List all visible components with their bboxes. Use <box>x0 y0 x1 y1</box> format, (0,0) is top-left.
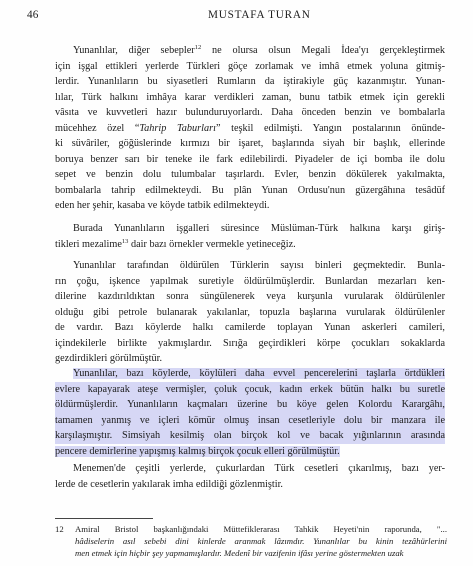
text-line: Burada Yunanlıların işgalleri süresince Müslüman-Türk halkına karşı giriş- <box>73 223 445 234</box>
text-line: Yunanlılar tarafından öldürülen Türklerin sayısı binleri geçmektedir. Bunla- <box>73 260 445 271</box>
text-line: boruya benzer sarı bir teneke ile fark edilebilirdi. Piyadeler de içi bomba ile dolu <box>55 153 445 165</box>
running-title: MUSTAFA TURAN <box>208 9 311 21</box>
text-line: lerdir. Yunanlıların bu siyasetleri Rumların da iştirakiyle güç kazanmıştır. Yunan- <box>55 76 445 87</box>
text-line: rın çoğu, işkence yapılmak suretiyle öldürülmüşlerdir. Bunlardan mezarları ken- <box>55 275 445 287</box>
footnote-line: men etmek için hiçbir şey yapmamışlardır. Medenî bir vazifenin ifâsı yerine göstermekten uzak <box>75 547 404 558</box>
footnote-line: Amiral Bristol başkanlığındaki Müttefiklerarası Tahkik Heyeti'nin raporunda, "... <box>75 524 447 534</box>
paragraph-2 <box>55 221 445 252</box>
highlighted-line: pencere demirlerine yapışmış kalmış birçok çocuk elleri görülmüştür. <box>55 445 340 457</box>
page-number: 46 <box>27 9 39 21</box>
highlighted-line: öldürmüşlerdir. Yunanlıların kaçmaları üzerine bu köye gelen Kolordu Karargâhı, <box>55 397 445 413</box>
text-line: tikleri mezalime$^{13}$ dair bazı örnekler vermekle yetineceğiz. <box>55 237 296 250</box>
highlighted-line: evlere kapayarak ateşe vermişler, çoluk çocuk, kadın erkek bütün halkı bu suretle <box>55 382 445 398</box>
footnote-number: 12 <box>55 524 64 534</box>
footnote-12 <box>55 524 447 559</box>
text-line: Menemen'de çeşitli yerlerde, çukurlardan Türk cesetleri çıkarılmış, bazı yer- <box>73 463 445 474</box>
text-line: lerde de cesetlerin yakılarak imha edildiği gözlenmiştir. <box>55 478 283 490</box>
text-line: gezdirdikleri görülmüştür. <box>55 353 163 364</box>
text-line: lılar, Türk halkını imhâya karar verdikleri zaman, bunu tatbik etmek için gerekli <box>55 91 445 103</box>
footnote-ref-13: 13 <box>121 237 129 245</box>
paragraph-3 <box>55 258 445 367</box>
text-line: eden her şehir, kasaba ve köyde tatbik edilmekteydi. <box>55 200 270 211</box>
text-line: ki süvâriler, göğüslerinde kırmızı bir işaret, başlarında siyah bir başlık, ellerinde <box>55 138 445 149</box>
highlighted-line: Yunanlılar, bazı köylerde, köylüleri daha evvel pencerelerini taşlarla örtdükleri <box>73 368 445 379</box>
paragraph-5 <box>55 461 445 492</box>
text-line: dilerine kazdırıldıktan sonra süngülenerek veya kurşunla vurularak öldürülenler <box>55 291 445 302</box>
text-line: de vardır. Bazı köylerde halkı camilerde toplayan Yunan askerleri camileri, <box>55 322 445 333</box>
highlighted-paragraph[interactable] <box>55 366 445 459</box>
footnote-line: hâdiselerin asıl sebebi dini kinlerde aranmak lâzımdır. Yunanlılar bu kinin tezâhürlerini <box>75 535 447 546</box>
text-line: Yunanlılar, diğer sebepler$^{12}$ ne olursa olsun Megali İdea'yı gerçekleştirmek <box>73 44 445 56</box>
text-line: vâsıta ve kuvvetleri hazır bulunduruyorlardı. Daha önceden benzin ve bombalarla <box>55 107 445 118</box>
highlighted-line: tamamen yanmış ve içleri kömür olmuş insan cesetleriyle dolu bir manzara ile <box>55 413 445 429</box>
text-line: mücehhez özel “Tahrip Taburları” teşkil edilmişti. Yangın postalarının önünde- <box>55 122 445 134</box>
text-line: bombalarla tahrip edilmekteydi. Bu plân Yunan Ordusu'nun güzergâhına tesâdüf <box>55 184 445 196</box>
text-line: sepet ve benzin dolu tulumbalar taşırlardı. Evler, benzin dökülerek yakılmakta, <box>55 169 445 180</box>
italic-term: Tahrip Taburları <box>139 122 216 134</box>
highlighted-line: karşılaşmıştır. Simsiyah kesilmiş olan birçok kol ve bacak yığınlarının arasında <box>55 428 445 444</box>
text-line: içindekilerle birlikte yakmışlardır. Sırığa geçirdikleri körpe çocukları sokaklarda <box>55 337 445 349</box>
text-line: olduğu gibi petrole bulanarak yakılanlar, topuzla başlarına vurularak öldürülenler <box>55 306 445 318</box>
footnote-ref-12: 12 <box>194 44 202 51</box>
page-crop-edge <box>0 560 473 566</box>
footnote-divider <box>55 518 153 519</box>
paragraph-1 <box>55 43 445 214</box>
text-line: için işgal ettikleri yerlerde Türkleri göçe zorlamak ve imhâ etmek yoluna gitmiş- <box>55 60 445 72</box>
